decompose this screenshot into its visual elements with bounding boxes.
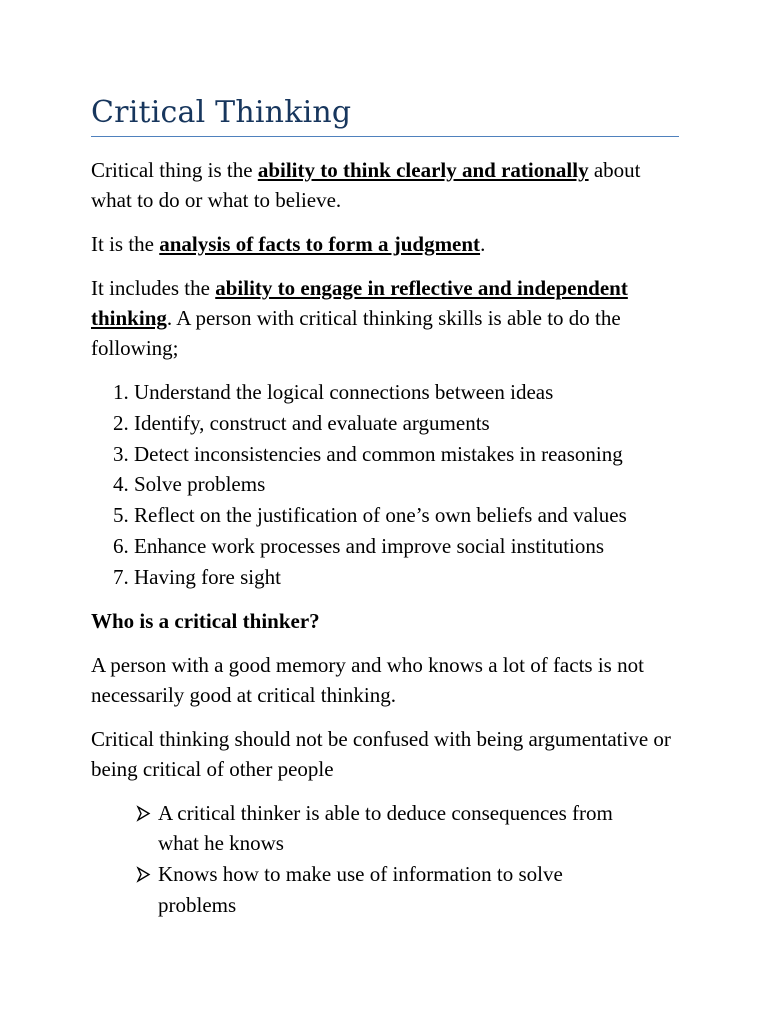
arrowhead-bullet-icon [136,798,152,828]
analysis-paragraph [91,229,679,259]
definition-tail: about what to do or what to believe. [91,158,641,212]
list-item-text: Having fore sight [134,564,281,589]
list-item-number: 5. [113,503,129,528]
list-item-text: Detect inconsistencies and common mistakes in reasoning [134,441,623,466]
document-page [91,93,679,921]
section-subheading: Who is a critical thinker? [91,608,320,633]
list-item [113,377,679,408]
list-item-text: Solve problems [134,472,266,497]
list-item [113,500,679,531]
title-underline-rule [91,136,679,137]
document-title: Critical Thinking [91,95,352,130]
list-item-number: 7. [113,564,129,589]
memory-paragraph: A person with a good memory and who knows a lot of facts is not necessarily good at critical thinking. [91,652,644,707]
list-item-text: Knows how to make use of information to solve problems [158,862,563,917]
thinker-traits-list [91,798,679,921]
includes-tail: . A person with critical thinking skills is able to do the following; [91,306,621,360]
list-item-number: 6. [113,533,129,558]
list-item [136,859,628,921]
includes-lead: It includes the [91,276,216,300]
list-item-text: A critical thinker is able to deduce consequences from what he knows [158,800,613,856]
definition-paragraph [91,155,679,215]
definition-emphasis: ability to think clearly and rationally [257,158,589,182]
list-item-number: 4. [113,472,129,497]
list-item [113,439,679,470]
list-item-number: 3. [113,441,129,466]
list-item [113,469,679,500]
list-item-number: 2. [113,410,129,435]
list-item-number: 1. [113,380,129,404]
skills-list [91,377,679,593]
list-item-text: Enhance work processes and improve social institutions [134,533,605,558]
analysis-tail: . [480,232,486,256]
list-item [136,798,628,860]
confusion-paragraph: Critical thinking should not be confused with being argumentative or being critical of other people [91,726,671,781]
list-item-text: Understand the logical connections between ideas [134,380,554,404]
includes-emphasis: ability to engage in reflective and independent thinking [91,276,628,330]
includes-paragraph [91,273,679,363]
arrowhead-bullet-icon [136,859,152,889]
analysis-lead: It is the [91,232,160,256]
analysis-emphasis: analysis of facts to form a judgment [159,232,481,256]
list-item [113,408,679,439]
list-item [113,531,679,562]
list-item [113,562,679,593]
list-item-text: Identify, construct and evaluate arguments [134,410,490,435]
list-item-text: Reflect on the justification of one’s own beliefs and values [134,503,627,528]
definition-lead: Critical thing is the [91,158,258,182]
